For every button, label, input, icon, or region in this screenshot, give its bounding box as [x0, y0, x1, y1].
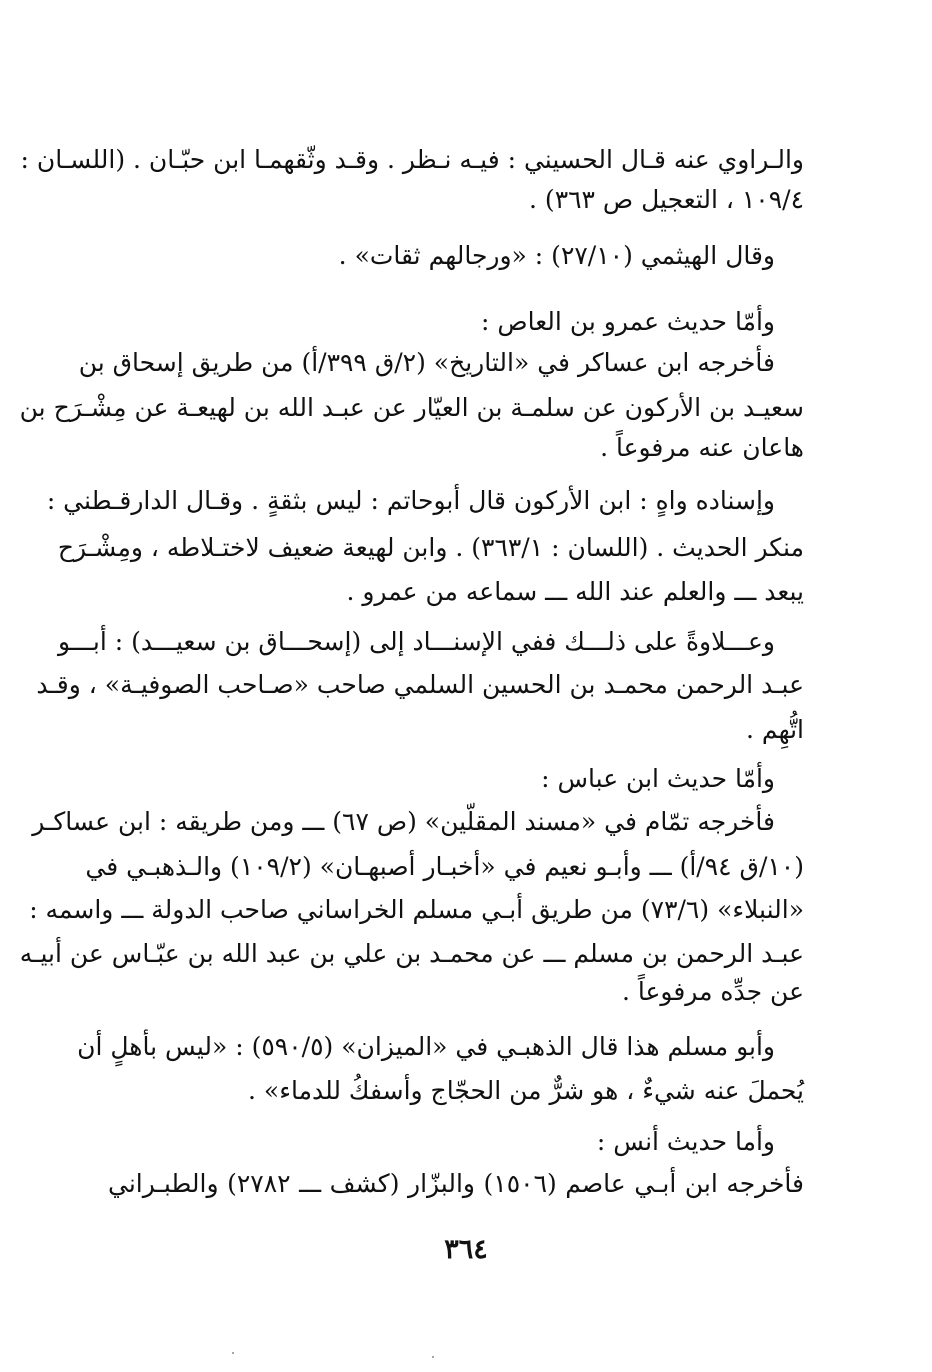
text-line: اتُّهِم . [746, 715, 804, 744]
text-line: فأخرجه تمّام في «مسند المقلّين» (ص ٦٧) ـــ ومن طريقه : ابن عساكـر [32, 807, 775, 836]
scan-speck [232, 1352, 234, 1354]
section-heading-amr: وأمّا حديث عمرو بن العاص : [481, 307, 775, 336]
text-line: هاعان عنه مرفوعاً . [600, 433, 804, 462]
scan-speck [432, 1356, 434, 1358]
text-line: (١٠/ق ٩٤/أ) ـــ وأبـو نعيم في «أخبـار أصبهـان» (١٠٩/٢) والـذهبـي في [85, 852, 804, 881]
section-heading-anas: وأما حديث أنس : [596, 1127, 775, 1156]
section-heading-ibn-abbas: وأمّا حديث ابن عباس : [541, 764, 775, 793]
text-line: ١٠٩/٤ ، التعجيل ص ٣٦٣) . [529, 185, 804, 214]
page-number: ٣٦٤ [444, 1234, 488, 1265]
text-line: يبعد ـــ والعلم عند الله ـــ سماعه من عمرو . [346, 577, 804, 606]
text-line: «النبلاء» (٧٣/٦) من طريق أبـي مسلم الخراساني صاحب الدولة ـــ واسمه : [29, 895, 804, 924]
text-line: وأبو مسلم هذا قال الذهبـي في «الميزان» (٥٩٠/٥) : «ليس بأهلٍ أن [77, 1032, 775, 1061]
text-line: يُحملَ عنه شيءٌ ، هو شرٌّ من الحجّاج وأسفكُ للدماء» . [248, 1076, 804, 1105]
text-line: وعـــلاوةً على ذلـــك ففي الإسنـــاد إلى (إسحـــاق بن سعيـــد) : أبـــو [58, 627, 775, 656]
text-line: سعيـد بن الأركون عن سلمـة بن العيّار عن عبـد الله بن لهيعـة عن مِشْـرَح بن [19, 393, 804, 422]
text-line: والـراوي عنه قـال الحسيني : فيـه نـظر . وقـد وثّقهمـا ابن حبّـان . (اللسـان : [20, 145, 804, 174]
text-line: منكر الحديث . (اللسان : ٣٦٣/١) . وابن لهيعة ضعيف لاختـلاطه ، ومِشْـرَح [57, 533, 804, 562]
text-line: فأخرجه ابن عساكر في «التاريخ» (٢/ق ٣٩٩/أ) من طريق إسحاق بن [78, 348, 775, 377]
text-line: عبـد الرحمن بن مسلم ـــ عن محمـد بن علي بن عبد الله بن عبّـاس عن أبيـه [19, 939, 804, 968]
text-line: فأخرجه ابن أبـي عاصم (١٥٠٦) والبزّار (كشف ـــ ٢٧٨٢) والطبـراني [108, 1169, 804, 1198]
text-line: وإسناده واهٍ : ابن الأركون قال أبوحاتم : ليس بثقةٍ . وقـال الدارقـطني : [46, 486, 775, 515]
text-line: وقال الهيثمي (٢٧/١٠) : «ورجالهم ثقات» . [338, 241, 775, 270]
text-line: عبـد الرحمن محمـد بن الحسين السلمي صاحب «صـاحب الصوفيـة» ، وقـد [36, 670, 804, 699]
text-line: عن جدِّه مرفوعاً . [622, 977, 804, 1006]
